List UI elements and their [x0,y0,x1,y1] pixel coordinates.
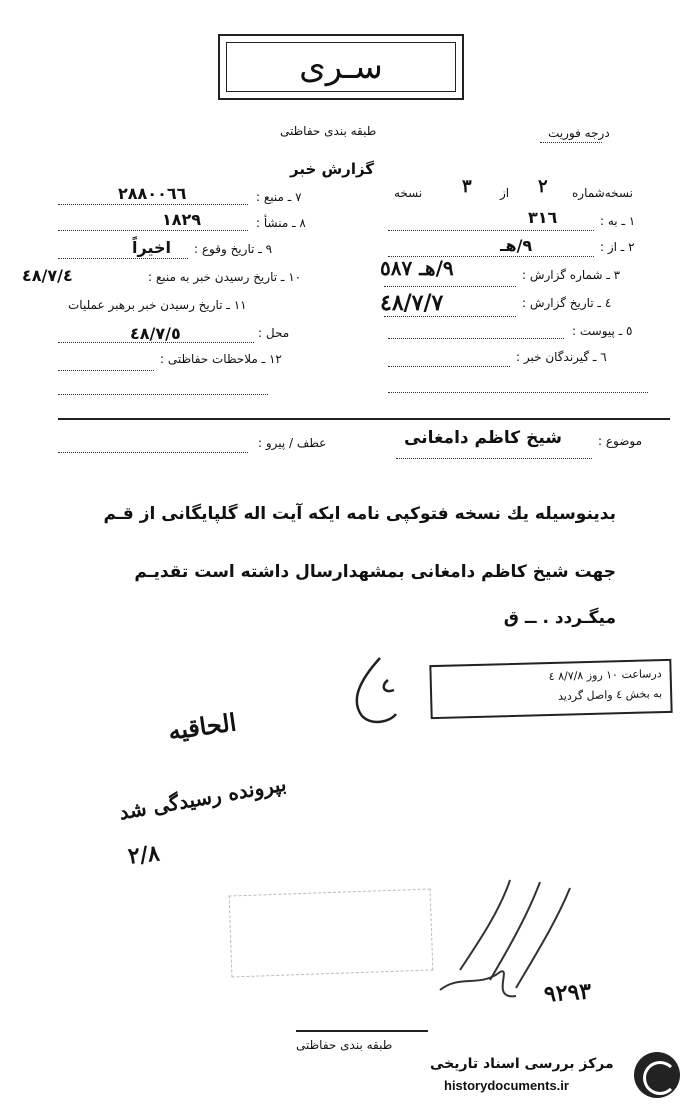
recipients-label: ٦ ـ گیرندگان خبر : [516,350,607,364]
attachment-dots [388,338,564,339]
handwritten-date: ٢/٨ [126,840,161,870]
from-value: ٩/هـ [500,236,533,255]
archive-logo-icon [634,1052,680,1098]
archive-website: historydocuments.ir [444,1078,569,1093]
receipt-stamp [429,659,672,719]
handwritten-archive-number: ٩٢٩٣ [543,978,593,1008]
to-value: ٣١٦ [528,208,558,227]
report-date-dots [384,316,516,317]
origin-label: ٨ ـ منشأ : [256,216,306,230]
from-label: ۲ ـ از : [600,240,635,254]
place-value: ٤٨/٧/٥ [130,324,181,343]
origin-dots [58,230,248,231]
report-number-dots [384,286,516,287]
receipt-stamp-line-2: به بخش ٤ واصل گردید [557,687,663,703]
origin-value: ١٨٢٩ [162,210,202,229]
copy-total-value: ٣ [462,176,472,197]
urgency-label: درجه فوريت [548,126,610,140]
classification-label-bottom: طبقه بندی حفاظتی [296,1038,393,1052]
body-line-2: جهت شیخ کاظم دامغانی بمشهدارسال داشته است تقدیـم [134,562,616,582]
subject-label: موضوع : [598,434,643,448]
classification-label-top: طبقه بندی حفاظتی [280,124,377,138]
archive-logo-mark [643,1061,677,1095]
security-notes-dots-2 [58,394,268,395]
source-dots [58,204,248,205]
secret-stamp-box [218,34,464,100]
urgency-dots [540,142,602,143]
reference-dots [58,452,248,453]
copy-number-value: ٢ [538,176,548,197]
source-value: ٢٨٨٠٠٦٦ [118,184,187,203]
source-label: ٧ ـ منبع : [256,190,302,204]
body-line-1: بدینوسیله یك نسخه فتوكپی نامه ایكه آیت اله گلپایگانی از قـم [103,504,616,524]
report-title: گزارش خبر [290,160,375,178]
report-number-value: ٩/هـ ٥٨٧ [380,256,454,280]
security-notes-dots [58,370,154,371]
recipients-dots-2 [388,392,648,393]
body-line-3: میگـردد . ــ ق [503,608,616,628]
copy-suffix-label: نسخه [394,186,423,200]
faint-stamp [229,889,434,978]
received-source-value: ٤٨/٧/٤ [22,266,73,285]
copy-from-label: از [500,186,510,200]
copy-number-label: نسخه‌شماره [572,186,633,200]
footer-rule [296,1030,428,1032]
archive-org-name: مرکز بررسی اسناد تاریخی [430,1056,614,1072]
recipients-dots [388,366,510,367]
received-ops-label: ۱۱ ـ تاریخ رسیدن خبر برهبر عملیات [68,298,247,312]
received-source-label: ۱۰ ـ تاریخ رسیدن خبر به منبع : [148,270,302,284]
to-label: ۱ ـ به : [600,214,636,228]
subject-dots [396,458,592,459]
handwritten-note-1: الحاقیه [166,707,239,746]
event-date-value: اخیراً [132,238,171,257]
secret-stamp-text: سـرى [226,42,456,92]
event-date-label: ٩ ـ تاریخ وقوع : [194,242,273,256]
handwritten-archive-notes [420,870,600,1030]
report-number-label: ۳ ـ شماره گزارش : [522,268,621,282]
subject-value: شیخ کاظم دامغانی [404,428,562,448]
receipt-stamp-line-1: درساعت ١٠ روز ٨/٧/٨ ٤ [548,667,662,684]
attachment-label: ٥ ـ پیوست : [572,324,633,338]
handwritten-note-2: بپرونده رسیدگی شد [117,771,288,825]
separator-rule [58,418,670,420]
event-date-dots [58,258,188,259]
place-label: محل : [258,326,290,340]
reference-label: عطف / پیرو : [258,436,327,450]
security-notes-label: ۱۲ ـ ملاحظات حفاظتی : [160,352,282,366]
report-date-value: ٤٨/٧/٧ [380,290,444,316]
signature-scribble [340,650,420,730]
place-dots [58,342,254,343]
to-dots [388,230,594,231]
report-date-label: ٤ ـ تاریخ گزارش : [522,296,612,310]
